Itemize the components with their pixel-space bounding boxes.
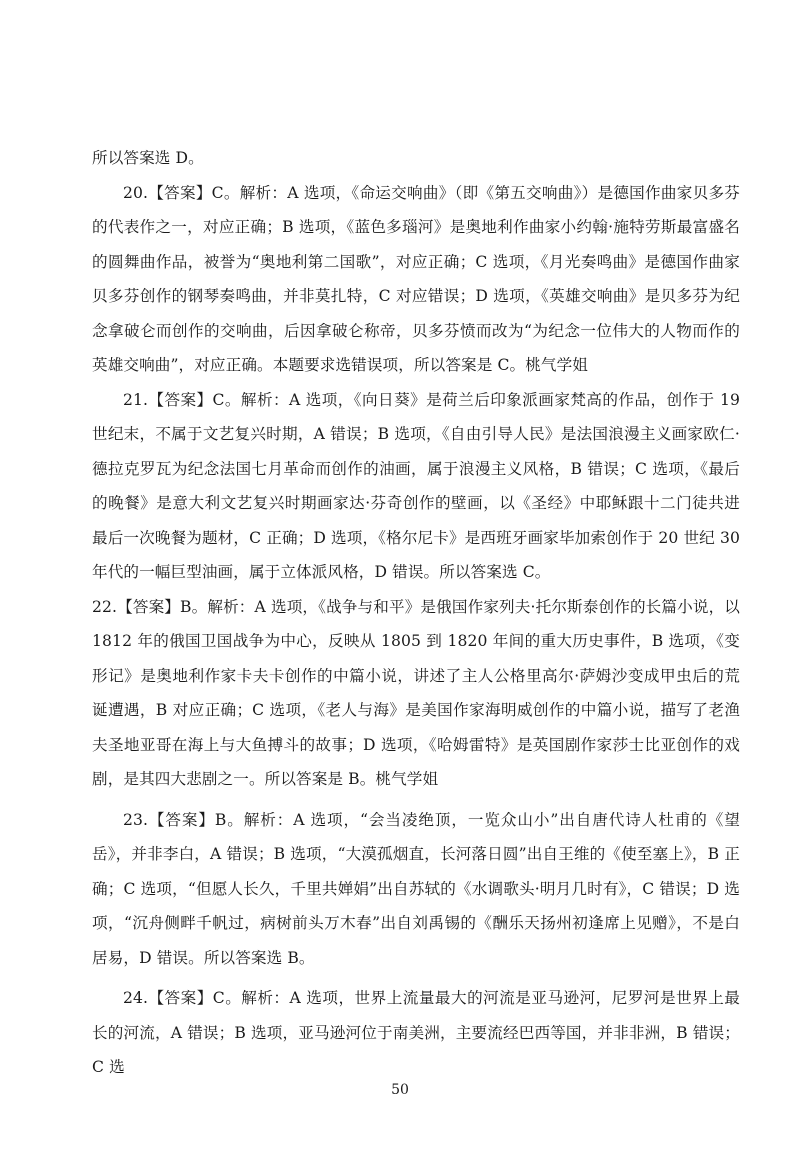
page-number: 50 [391, 1082, 409, 1098]
paragraph-q19-conclusion: 所以答案选 D。 [92, 149, 204, 167]
paragraph-q20: 20.【答案】C。解析：A 选项，《命运交响曲》（即《第五交响曲》）是德国作曲家贝多芬的代表作之一，对应正确；B 选项，《蓝色多瑙河》是奥地利作曲家小约翰·施特劳斯最富盛名的圆舞曲作品，被誉为“奥地利第二国歌”，对应正确；C 选项，《月光奏鸣曲》是德国作曲家贝多芬创作的钢琴奏鸣曲，并非莫扎特，C 对应错误；D 选项，《英雄交响曲》是贝多芬为纪念拿破仑而创作的交响曲，后因拿破仑称帝，贝多芬愤而改为“为纪念一位伟大的人物而作的英雄交响曲”，对应正确。本题要求选错误项，所以答案是 C。桃气学姐 [92, 183, 740, 374]
answer-explanations [92, 141, 740, 1085]
paragraph-q24: 24.【答案】C。解析：A 选项，世界上流量最大的河流是亚马逊河，尼罗河是世界上最长的河流，A 错误；B 选项，亚马逊河位于南美洲，主要流经巴西等国，并非非洲，B 错误；C 选 [92, 989, 740, 1076]
paragraph-q22: 22.【答案】B。解析：A 选项，《战争与和平》是俄国作家列夫·托尔斯泰创作的长篇小说，以 1812 年的俄国卫国战争为中心，反映从 1805 到 1820 年间的重大历史事件，B 选项，《变形记》是奥地利作家卡夫卡创作的中篇小说，讲述了主人公格里高尔·萨姆沙变成甲虫后的荒诞遭遇，B 对应正确；C 选项，《老人与海》是美国作家海明威创作的中篇小说，描写了老渔夫圣地亚哥在海上与大鱼搏斗的故事；D 选项，《哈姆雷特》是英国剧作家莎士比亚创作的戏剧，是其四大悲剧之一。所以答案是 B。桃气学姐 [92, 597, 740, 788]
paragraph-q23: 23.【答案】B。解析：A 选项，“会当凌绝顶，一览众山小”出自唐代诗人杜甫的《望岳》，并非李白，A 错误；B 选项，“大漠孤烟直，长河落日圆”出自王维的《使至塞上》，B 正确；C 选项，“但愿人长久，千里共婵娟”出自苏轼的《水调歌头·明月几时有》，C 错误；D 选项，“沉舟侧畔千帆过，病树前头万木春”出自刘禹锡的《酬乐天扬州初逢席上见赠》，不是白居易，D 错误。所以答案选 B。 [92, 810, 740, 967]
paragraph-q21: 21.【答案】C。解析：A 选项，《向日葵》是荷兰后印象派画家梵高的作品，创作于 19 世纪末，不属于文艺复兴时期，A 错误；B 选项，《自由引导人民》是法国浪漫主义画家欧仁·德拉克罗瓦为纪念法国七月革命而创作的油画，属于浪漫主义风格，B 错误；C 选项，《最后的晚餐》是意大利文艺复兴时期画家达·芬奇创作的壁画，以《圣经》中耶稣跟十二门徒共进最后一次晚餐为题材，C 正确；D 选项，《格尔尼卡》是西班牙画家毕加索创作于 20 世纪 30 年代的一幅巨型油画，属于立体派风格，D 错误。所以答案选 C。 [92, 390, 740, 581]
